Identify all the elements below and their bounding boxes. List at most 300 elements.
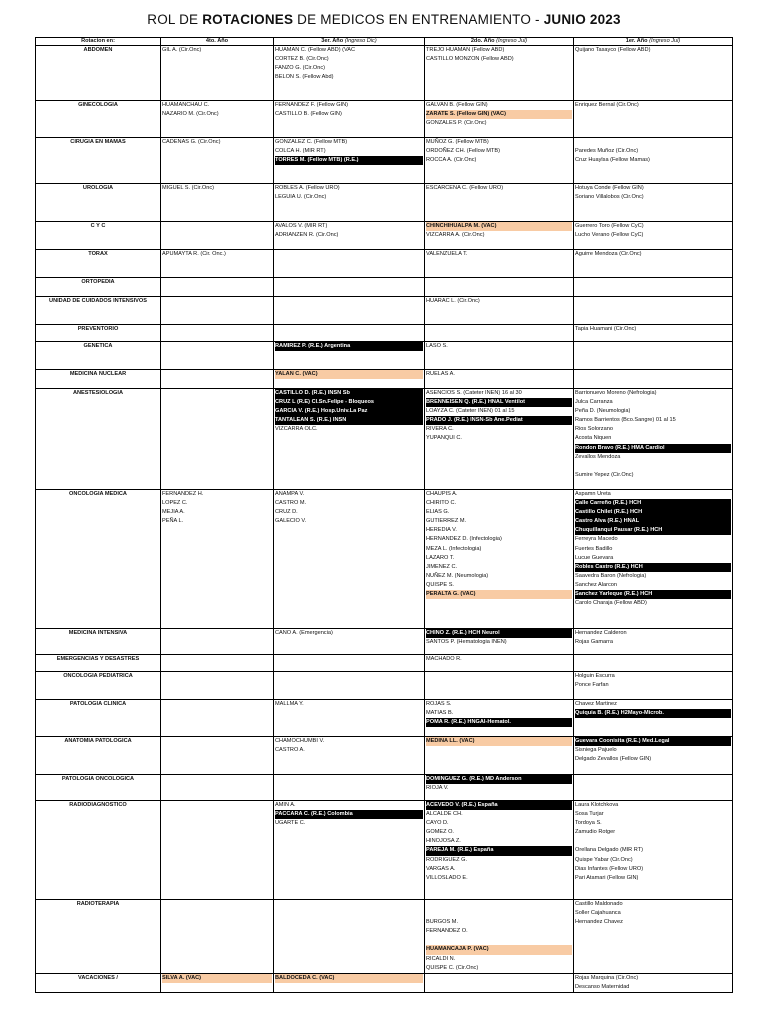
doctor-entry — [162, 737, 272, 746]
table-row — [36, 342, 733, 370]
doctor-entry: LAZARO T. — [426, 554, 455, 561]
table-cell — [274, 101, 425, 138]
doctor-entry — [162, 672, 272, 681]
table-cell — [425, 297, 574, 325]
rotation-area: PREVENTORIO — [36, 325, 161, 342]
doctor-entry: Barrionuevo Moreno (Nefrologia) — [575, 390, 657, 396]
table-cell — [274, 973, 425, 992]
doctor-entry: Aguirre Mendoza (Cir.Onc) — [575, 251, 642, 257]
doctor-entry: Holguin Escurra — [575, 673, 615, 679]
doctor-entry: APUMAYTA R. (Cir. Onc.) — [162, 251, 226, 257]
table-cell — [425, 138, 574, 184]
doctor-entry: Hernandez Chavez — [575, 919, 623, 926]
table-cell — [161, 101, 274, 138]
doctor-entry: Laura Klotchkova — [575, 802, 619, 808]
doctor-entry: ANAMPA V. — [275, 491, 305, 497]
doctor-entry: ASENCIOS S. (Cateter INEN) 16 al 30 — [426, 390, 522, 396]
table-cell — [574, 629, 733, 655]
doctor-entry — [275, 278, 423, 287]
doctor-entry: HUAMAN C. (Fellow ABD) (VAC — [275, 47, 356, 53]
rotation-area: ABDOMEN — [36, 46, 161, 101]
doctor-entry: ROCCA A. (Cir.Onc) — [426, 157, 477, 164]
doctor-entry: Delgado Zevallos (Fellow GIN) — [575, 756, 652, 763]
table-cell — [574, 278, 733, 297]
doctor-entry: BURGOS M. — [426, 919, 459, 926]
table-cell — [574, 250, 733, 278]
doctor-entry: ADRIANZEN R. (Cir.Onc) — [275, 232, 339, 239]
table-cell — [274, 184, 425, 222]
table-cell — [574, 342, 733, 370]
doctor-entry: Sumire Yepez (Cir.Onc) — [575, 471, 634, 478]
doctor-entry: RUELAS A. — [426, 371, 455, 377]
rotation-area: TORAX — [36, 250, 161, 278]
doctor-entry: AMIN A. — [275, 802, 296, 808]
table-cell — [425, 737, 574, 775]
rotation-area: EMERGENCIAS Y DESASTRES — [36, 655, 161, 672]
doctor-entry: CASTILLO MONZON (Fellow ABD) — [426, 56, 514, 63]
doctor-entry: Quispe Yabar (Cir.Onc) — [575, 856, 633, 863]
doctor-entry: CORTEZ B. (Cir.Onc) — [275, 56, 329, 63]
table-cell — [161, 700, 274, 737]
column-header: 1er. Año (Ingreso Jul) — [574, 38, 733, 46]
table-cell — [161, 672, 274, 700]
doctor-entry: CASTILLO D. (R.E.) INSN Sb — [275, 389, 423, 398]
doctor-entry — [426, 909, 572, 918]
doctor-entry: Rondon Bravo (R.E.) HMA Cardiol — [575, 444, 731, 453]
doctor-entry: CASTRO A. — [275, 747, 305, 754]
doctor-entry: Julca Carranza — [575, 399, 613, 406]
doctor-entry: TREJO HUAMAN (Fellow ABD) — [426, 47, 505, 53]
table-cell — [274, 700, 425, 737]
table-row — [36, 672, 733, 700]
doctor-entry: Tapia Huamani (Cir.Onc) — [575, 326, 637, 332]
table-cell — [574, 801, 733, 900]
doctor-entry: Sisniega Pajuelo — [575, 747, 617, 754]
doctor-entry: Hotuya Conde (Fellow GIN) — [575, 185, 644, 191]
table-cell — [161, 737, 274, 775]
table-cell — [425, 342, 574, 370]
doctor-entry: CHINCHIHUALPA M. (VAC) — [426, 222, 572, 231]
column-header: 4to. Año — [161, 38, 274, 46]
doctor-entry: Descanso Maternidad — [575, 983, 630, 990]
doctor-entry: LEGUIA U. (Cir.Onc) — [275, 194, 327, 201]
doctor-entry: Pari Atamari (Fellow GIN) — [575, 874, 639, 881]
doctor-entry — [275, 655, 423, 664]
table-cell — [425, 46, 574, 101]
table-cell — [161, 973, 274, 992]
table-cell — [425, 973, 574, 992]
doctor-entry — [275, 900, 423, 909]
rotation-area: ANATOMIA PATOLOGICA — [36, 737, 161, 775]
doctor-entry — [162, 775, 272, 784]
doctor-entry: Quiquia B. (R.E.) H2Mayo-Microb. — [575, 709, 731, 718]
doctor-entry: CRUZ L (R.E) Cl.Sn.Felipe - Bloqueos — [275, 398, 423, 407]
doctor-entry: VIZCARRA A. (Cir.Onc) — [426, 232, 485, 239]
table-cell — [425, 775, 574, 801]
table-cell — [425, 801, 574, 900]
doctor-entry — [575, 342, 731, 351]
rotation-area: GINECOLOGIA — [36, 101, 161, 138]
rotation-area: ONCOLOGIA MEDICA — [36, 490, 161, 629]
doctor-entry: ELIAS G. — [426, 509, 450, 516]
table-cell — [161, 775, 274, 801]
doctor-entry: Aspamn Ureta — [575, 491, 611, 497]
table-cell — [574, 700, 733, 737]
doctor-entry: YUPANQUI C. — [426, 435, 462, 442]
doctor-entry: PRADO J. (R.E.) INSN-Sb Ane.Pediat — [426, 416, 572, 425]
doctor-entry: QUISPE C. (Cir.Onc) — [426, 964, 479, 971]
table-cell — [574, 325, 733, 342]
doctor-entry: JIMENEZ C. — [426, 563, 458, 570]
table-cell — [574, 900, 733, 974]
table-row — [36, 46, 733, 101]
doctor-entry: Sanchez Alarcon — [575, 581, 617, 588]
doctor-entry — [575, 655, 731, 664]
table-cell — [574, 672, 733, 700]
table-cell — [161, 250, 274, 278]
table-cell — [574, 184, 733, 222]
table-row — [36, 737, 733, 775]
doctor-entry: Ponce Farfan — [575, 682, 609, 689]
table-cell — [161, 655, 274, 672]
table-cell — [274, 900, 425, 974]
table-cell — [274, 490, 425, 629]
doctor-entry — [426, 974, 572, 983]
table-cell — [274, 325, 425, 342]
doctor-entry: GALECIO V. — [275, 518, 307, 525]
table-row — [36, 629, 733, 655]
doctor-entry: CHAUPIS A. — [426, 491, 458, 497]
table-cell — [425, 655, 574, 672]
doctor-entry: Ramos Barrientos (Bco.Sangre) 01 al 15 — [575, 417, 676, 424]
table-cell — [274, 629, 425, 655]
doctor-entry: VALENZUELA T. — [426, 251, 468, 257]
doctor-entry — [426, 936, 572, 945]
doctor-entry: Castro Alva (R.E.) HNAL — [575, 517, 731, 526]
doctor-entry: Guerrero Toro (Fellow CyC) — [575, 223, 644, 229]
doctor-entry — [575, 278, 731, 287]
doctor-entry — [162, 700, 272, 709]
doctor-entry — [275, 250, 423, 259]
table-row — [36, 297, 733, 325]
doctor-entry: Hernandez Calderon — [575, 630, 627, 636]
doctor-entry: Chuquillanqui Pausar (R.E.) HCH — [575, 526, 731, 535]
doctor-entry: RAMIREZ P. (R.E.) Argentina — [275, 342, 423, 351]
doctor-entry: HUAMANCAJA P. (VAC) — [426, 945, 572, 954]
doctor-entry — [575, 297, 731, 306]
table-row — [36, 389, 733, 490]
doctor-entry — [275, 325, 423, 334]
rotation-area: UROLOGIA — [36, 184, 161, 222]
doctor-entry: Castillo Chilet (R.E.) HCH — [575, 508, 731, 517]
table-cell — [574, 297, 733, 325]
table-row — [36, 278, 733, 297]
doctor-entry: Zamudio Rotger — [575, 829, 616, 836]
table-cell — [425, 900, 574, 974]
rotation-area: RADIODIAGNOSTICO — [36, 801, 161, 900]
table-cell — [574, 101, 733, 138]
rotation-area: ORTOPEDIA — [36, 278, 161, 297]
doctor-entry: VIZCARRA OLC. — [275, 426, 318, 433]
table-cell — [425, 629, 574, 655]
rotation-area: RADIOTERAPIA — [36, 900, 161, 974]
table-row — [36, 900, 733, 974]
doctor-entry: GALVAN B. (Fellow GIN) — [426, 102, 488, 108]
doctor-entry — [162, 370, 272, 379]
table-cell — [425, 490, 574, 629]
table-cell — [274, 297, 425, 325]
doctor-entry: MEJIA A. — [162, 509, 185, 516]
table-cell — [274, 138, 425, 184]
rotation-area: ONCOLOGIA PEDIATRICA — [36, 672, 161, 700]
rotation-table — [35, 37, 733, 993]
doctor-entry: Castillo Maldonado — [575, 901, 623, 907]
doctor-entry: HERNANDEZ D. (Infectologia) — [426, 536, 502, 543]
doctor-entry: Dias Infantes (Fellow URO) — [575, 865, 644, 872]
doctor-entry: RIVERA C. — [426, 426, 454, 433]
rotation-area: MEDICINA NUCLEAR — [36, 370, 161, 389]
doctor-entry: MUÑOZ G. (Fellow MTB) — [426, 139, 489, 145]
doctor-entry: ORDOÑEZ CH. (Fellow MTB) — [426, 148, 500, 155]
table-cell — [161, 222, 274, 250]
table-cell — [574, 775, 733, 801]
table-cell — [274, 775, 425, 801]
table-cell — [161, 278, 274, 297]
doctor-entry: Robles Castro (R.E.) HCH — [575, 563, 731, 572]
doctor-entry: GARCIA V. (R.E.) Hosp.Univ.La Paz — [275, 407, 423, 416]
doctor-entry: COLCA H. (MIR RT) — [275, 148, 326, 155]
table-cell — [574, 973, 733, 992]
doctor-entry: Soller Cajahuanca — [575, 910, 621, 917]
table-cell — [574, 46, 733, 101]
doctor-entry: NAZARIO M. (Cir.Onc) — [162, 111, 219, 118]
doctor-entry — [575, 462, 731, 471]
doctor-entry: HUAMANCHAU C. — [162, 102, 210, 108]
header-row — [36, 38, 733, 46]
table-cell — [425, 672, 574, 700]
doctor-entry: HUARAC L. (Cir.Onc) — [426, 298, 480, 304]
doctor-entry: FERNANDEZ F. (Fellow GIN) — [275, 102, 349, 108]
table-cell — [161, 801, 274, 900]
doctor-entry: CHINO Z. (R.E.) HCH Neurol — [426, 629, 572, 638]
doctor-entry: GOMEZ O. — [426, 829, 454, 836]
table-cell — [574, 370, 733, 389]
doctor-entry — [275, 672, 423, 681]
doctor-entry — [426, 278, 572, 287]
doctor-entry: TORRES M. (Fellow MTB) (R.E.) — [275, 156, 423, 165]
doctor-entry: MACHADO R. — [426, 656, 462, 662]
doctor-entry — [275, 775, 423, 784]
doctor-entry: HEREDIA V. — [426, 527, 457, 534]
doctor-entry: TANTALEAN S. (R.E.) INSN — [275, 416, 423, 425]
doctor-entry — [162, 389, 272, 398]
doctor-entry — [162, 297, 272, 306]
table-cell — [274, 737, 425, 775]
table-cell — [161, 342, 274, 370]
doctor-entry: AVALOS V. (MIR RT) — [275, 223, 328, 229]
doctor-entry: Calle Carreño (R.E.) HCH — [575, 499, 731, 508]
doctor-entry: Sosa Turjar — [575, 811, 604, 818]
table-cell — [274, 342, 425, 370]
table-cell — [161, 325, 274, 342]
table-row — [36, 184, 733, 222]
doctor-entry: Paredes Muñoz (Cir.Onc) — [575, 148, 639, 155]
doctor-entry: VILLOSLADO E. — [426, 874, 468, 881]
table-cell — [574, 138, 733, 184]
doctor-entry: FANZO G. (Cir.Onc) — [275, 65, 326, 72]
doctor-entry: CADENAS G. (Cir.Onc) — [162, 139, 221, 145]
table-cell — [274, 222, 425, 250]
table-cell — [425, 101, 574, 138]
table-cell — [425, 325, 574, 342]
table-cell — [161, 900, 274, 974]
doctor-entry: NUÑEZ M. (Neumologia) — [426, 572, 489, 579]
rotation-area: UNIDAD DE CUIDADOS INTENSIVOS — [36, 297, 161, 325]
table-cell — [161, 490, 274, 629]
doctor-entry: Guevara Coonisita (R.E.) Med.Legal — [575, 737, 731, 746]
rotation-area: GENETICA — [36, 342, 161, 370]
table-row — [36, 490, 733, 629]
doctor-entry: RICALDI N. — [426, 955, 456, 962]
doctor-entry: MIGUEL S. (Cir.Onc) — [162, 185, 215, 191]
doctor-entry — [162, 325, 272, 334]
doctor-entry: Tordoya S. — [575, 820, 602, 827]
doctor-entry: HINOJOSA Z. — [426, 838, 461, 845]
rotation-area: PATOLOGIA ONCOLOGICA — [36, 775, 161, 801]
doctor-entry: CRUZ D. — [275, 509, 298, 516]
doctor-entry: CHAMOCHUMBI V. — [275, 738, 325, 744]
doctor-entry: ALCALDE CH. — [426, 811, 463, 818]
table-cell — [161, 138, 274, 184]
table-row — [36, 325, 733, 342]
table-cell — [425, 389, 574, 490]
doctor-entry: FERNANDEZ H. — [162, 491, 204, 497]
table-row — [36, 250, 733, 278]
doctor-entry: MALLMA Y. — [275, 701, 304, 707]
doctor-entry: Ferreyra Macedo — [575, 536, 618, 543]
doctor-entry: ZARATE S. (Fellow GIN) (VAC) — [426, 110, 572, 119]
table-cell — [274, 370, 425, 389]
doctor-entry: PACCARA C. (R.E.) Colombia — [275, 810, 423, 819]
table-cell — [274, 389, 425, 490]
table-row — [36, 801, 733, 900]
table-cell — [425, 278, 574, 297]
doctor-entry — [575, 775, 731, 784]
doctor-entry: Orellana Delgado (MIR RT) — [575, 847, 643, 854]
table-cell — [161, 370, 274, 389]
doctor-entry — [162, 629, 272, 638]
page-title: ROL DE ROTACIONES DE MEDICOS EN ENTRENAMIENTO - JUNIO 2023 — [147, 12, 621, 27]
doctor-entry: Enriquez Bernal (Cir.Onc) — [575, 102, 639, 108]
table-row — [36, 222, 733, 250]
doctor-entry: DOMINGUEZ G. (R.E.) MD Anderson — [426, 775, 572, 784]
doctor-entry: SANTOS P. (Hematologia INEN) — [426, 639, 507, 646]
doctor-entry: GIL A. (Cir.Onc) — [162, 47, 202, 53]
rotation-area: VACACIONES / — [36, 973, 161, 992]
table-cell — [161, 46, 274, 101]
table-cell — [161, 389, 274, 490]
table-cell — [425, 700, 574, 737]
doctor-entry — [575, 138, 731, 147]
table-cell — [425, 250, 574, 278]
doctor-entry: Cruz Huaylsa (Fellow Mamas) — [575, 157, 650, 164]
table-row — [36, 655, 733, 672]
doctor-entry — [426, 672, 572, 681]
doctor-entry: SILVA A. (VAC) — [162, 974, 272, 983]
table-cell — [161, 297, 274, 325]
table-cell — [274, 278, 425, 297]
table-row — [36, 370, 733, 389]
table-row — [36, 138, 733, 184]
doctor-entry — [575, 370, 731, 379]
table-cell — [425, 370, 574, 389]
table-row — [36, 775, 733, 801]
doctor-entry: LOAYZA C. (Cateter INEN) 01 al 15 — [426, 408, 515, 415]
doctor-entry: FERNANDEZ O. — [426, 928, 468, 935]
doctor-entry: VARGAS A. — [426, 865, 456, 872]
doctor-entry: Sanchez Yarleque (R.E.) HCH — [575, 590, 731, 599]
doctor-entry: BRENNEISEN Q. (R.E.) HNAL Ventilot — [426, 398, 572, 407]
doctor-entry: Lucue Guevara — [575, 554, 614, 561]
doctor-entry: RODRIGUEZ G. — [426, 856, 468, 863]
table-cell — [574, 737, 733, 775]
doctor-entry — [162, 222, 272, 231]
doctor-entry: ROJAS S. — [426, 701, 452, 707]
doctor-entry: Rios Solorzano — [575, 426, 613, 433]
column-header: 3er. Año (Ingreso Dic) — [274, 38, 425, 46]
doctor-entry: LOPEZ C. — [162, 500, 188, 507]
doctor-entry: PERALTA G. (VAC) — [426, 590, 572, 599]
table-cell — [161, 184, 274, 222]
doctor-entry — [426, 325, 572, 334]
doctor-entry — [162, 278, 272, 287]
table-cell — [274, 46, 425, 101]
doctor-entry — [162, 342, 272, 351]
doctor-entry: Soriano Villalobos (Cir.Onc) — [575, 194, 644, 201]
doctor-entry: Lucho Verano (Fellow CyC) — [575, 232, 644, 239]
rotation-area: MEDICINA INTENSIVA — [36, 629, 161, 655]
doctor-entry: ACEVEDO V. (R.E.) España — [426, 801, 572, 810]
doctor-entry: CANO A. (Emergencia) — [275, 630, 333, 636]
doctor-entry: BELON S. (Fellow Abd) — [275, 74, 334, 81]
doctor-entry: Acosta Niquen — [575, 435, 612, 442]
table-cell — [274, 801, 425, 900]
table-cell — [274, 655, 425, 672]
rotation-area: C Y C — [36, 222, 161, 250]
doctor-entry: GONZALES P. (Cir.Onc) — [426, 120, 487, 127]
table-cell — [161, 629, 274, 655]
table-row — [36, 700, 733, 737]
doctor-entry — [162, 900, 272, 909]
doctor-entry: UGARTE C. — [275, 820, 306, 827]
doctor-entry — [162, 655, 272, 664]
doctor-entry: Carolo Charaja (Fellow ABD) — [575, 600, 647, 607]
doctor-entry: Fuertes Badillo — [575, 545, 613, 552]
doctor-entry: POMA R. (R.E.) HNGAI-Hematol. — [426, 718, 572, 727]
doctor-entry — [275, 297, 423, 306]
table-cell — [574, 490, 733, 629]
doctor-entry: CASTRO M. — [275, 500, 307, 507]
doctor-entry: CHIRITO C. — [426, 500, 457, 507]
table-cell — [574, 389, 733, 490]
table-cell — [425, 184, 574, 222]
doctor-entry: Saavedra Baron (Nefrologia) — [575, 572, 647, 579]
table-cell — [274, 250, 425, 278]
doctor-entry — [162, 801, 272, 810]
doctor-entry: YALAN C. (VAC) — [275, 370, 423, 379]
doctor-entry: MEZA L. (Infectologia) — [426, 545, 482, 552]
doctor-entry: RIOJA V. — [426, 785, 449, 792]
